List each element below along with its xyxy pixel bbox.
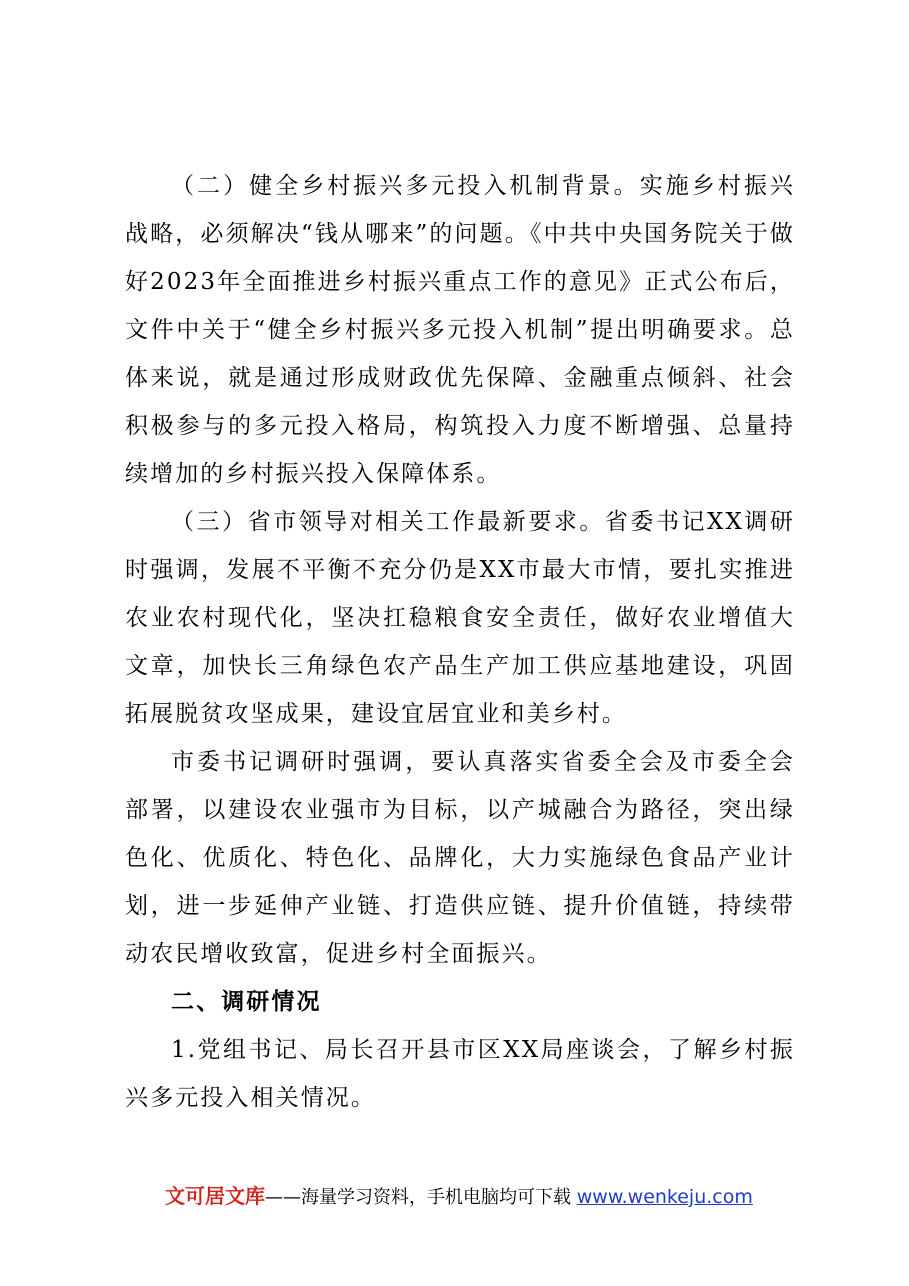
- paragraph-leadership-requirements: （三）省市领导对相关工作最新要求。省委书记XX调研时强调，发展不平衡不充分仍是XX市最大市情，要扎实推进农业农村现代化，坚决扛稳粮食安全责任，做好农业增值大文章，加快长三角绿色农产品生产加工供应基地建设，巩固拓展脱贫攻坚成果，建设宜居宜业和美乡村。: [125, 509, 795, 727]
- footer-banner: [165, 1180, 753, 1209]
- document-body: [125, 162, 795, 1122]
- paragraph-city-secretary: 市委书记调研时强调，要认真落实省委全会及市委全会部署，以建设农业强市为目标，以产城融合为路径，突出绿色化、优质化、特色化、品牌化，大力实施绿色食品产业计划，进一步延伸产业链、打造供应链、提升价值链，持续带动农民增收致富，促进乡村全面振兴。: [125, 749, 795, 967]
- website-link[interactable]: www.wenkeju.com: [576, 1186, 753, 1208]
- paragraph-background: （二）健全乡村振兴多元投入机制背景。实施乡村振兴战略，必须解决“钱从哪来”的问题。《中共中央国务院关于做好2023年全面推进乡村振兴重点工作的意见》正式公布后，文件中关于“健全乡村振兴多元投入机制”提出明确要求。总体来说，就是通过形成财政优先保障、金融重点倾斜、社会积极参与的多元投入格局，构筑投入力度不断增强、总量持续增加的乡村振兴投入保障体系。: [125, 173, 795, 487]
- footer-tagline: 海量学习资料，手机电脑均可下载: [301, 1187, 571, 1208]
- list-item: 1.党组书记、局长召开县市区XX局座谈会，了解乡村振兴多元投入相关情况。: [125, 1037, 795, 1111]
- section-heading: 二、调研情况: [171, 988, 322, 1015]
- brand-logo-text: 文可居文库: [165, 1184, 265, 1208]
- footer-separator: ——: [265, 1187, 301, 1208]
